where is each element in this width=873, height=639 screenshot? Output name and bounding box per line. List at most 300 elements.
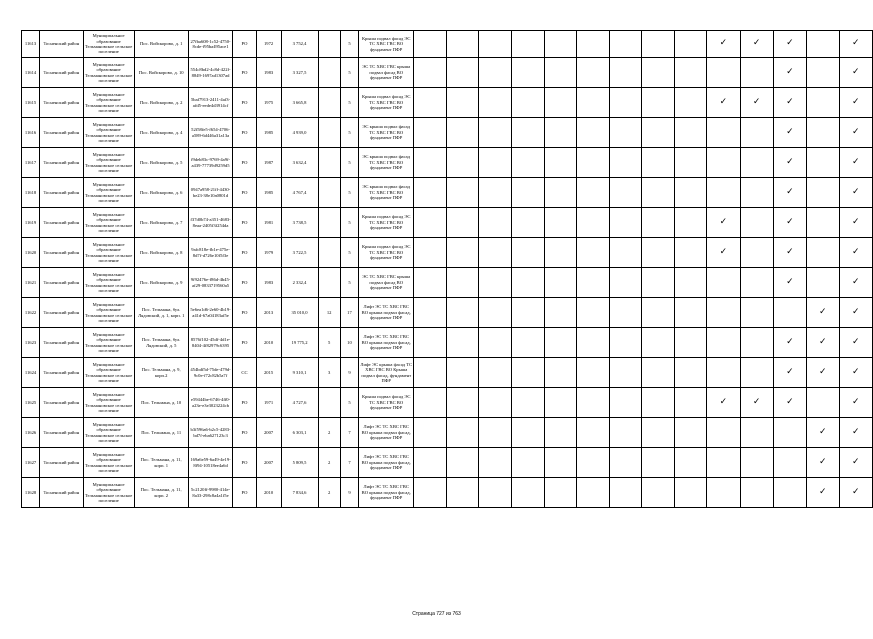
empty-cell xyxy=(707,358,740,388)
empty-cell xyxy=(511,328,544,358)
empty-cell xyxy=(577,208,610,238)
empty-cell xyxy=(544,88,577,118)
year-cell: 2013 xyxy=(256,298,281,328)
empty-cell xyxy=(609,178,642,208)
guid-cell: f9deb83c-9769-4a9f-a439-77739d9259d5 xyxy=(188,148,232,178)
empty-cell xyxy=(511,208,544,238)
empty-cell xyxy=(479,31,512,58)
table-row xyxy=(22,178,873,208)
district-cell: Тосненский район xyxy=(40,478,84,508)
type-cell: РО xyxy=(233,178,256,208)
check-mark-icon: ✓ xyxy=(839,478,872,508)
row-number: 11626 xyxy=(22,418,40,448)
floors-cell: 5 xyxy=(340,178,358,208)
empty-cell xyxy=(511,298,544,328)
type-cell: РО xyxy=(233,238,256,268)
row-number: 11617 xyxy=(22,148,40,178)
empty-cell xyxy=(609,148,642,178)
check-mark-icon: ✓ xyxy=(839,178,872,208)
empty-cell xyxy=(511,58,544,88)
area-cell: 19 775,2 xyxy=(281,328,318,358)
check-mark-icon: ✓ xyxy=(740,388,773,418)
year-cell: 1983 xyxy=(256,268,281,298)
empty-cell xyxy=(544,328,577,358)
empty-cell xyxy=(609,268,642,298)
check-mark-icon: ✓ xyxy=(773,268,806,298)
type-cell: РО xyxy=(233,418,256,448)
empty-cell xyxy=(609,388,642,418)
empty-cell xyxy=(479,478,512,508)
empty-cell xyxy=(642,118,675,148)
table-row xyxy=(22,358,873,388)
empty-cell xyxy=(577,118,610,148)
empty-cell xyxy=(674,31,707,58)
guid-cell: 5baf7913-2411-4af3-afd5-eede4d3914cf xyxy=(188,88,232,118)
area-cell: 3 722,5 xyxy=(281,238,318,268)
works-cell: Лифт ЭС ТС ХВС ГВС ВО крыша подвал фасад, фундамент ПФР xyxy=(359,448,414,478)
empty-cell xyxy=(511,31,544,58)
check-mark-icon: ✓ xyxy=(839,31,872,58)
address-cell: Пос. Тельмана, бул. Лядовский, д. 5 xyxy=(134,328,188,358)
municipality-cell: Муниципальное образование Тельмановское сельское поселение xyxy=(83,178,134,208)
year-cell: 2010 xyxy=(256,328,281,358)
empty-cell xyxy=(577,31,610,58)
district-cell: Тосненский район xyxy=(40,238,84,268)
works-cell: Лифт ЭС ТС ХВС ГВС ВО крыша подвал фасад, фундамент ПФР xyxy=(359,298,414,328)
count-cell xyxy=(318,238,340,268)
empty-cell xyxy=(479,148,512,178)
district-cell: Тосненский район xyxy=(40,88,84,118)
empty-cell xyxy=(479,88,512,118)
guid-cell: 454bdf5d-75de-479d-9c0e-f72c82b5a7f xyxy=(188,358,232,388)
count-cell: 5 xyxy=(318,328,340,358)
empty-cell xyxy=(511,148,544,178)
empty-cell xyxy=(446,238,479,268)
municipality-cell: Муниципальное образование Тельмановское сельское поселение xyxy=(83,31,134,58)
address-cell: Пос. Тельмана, д. 11 xyxy=(134,418,188,448)
empty-cell xyxy=(707,448,740,478)
empty-cell xyxy=(642,238,675,268)
works-cell: Лифт ЭС крыша фасад ТС ХВС ГВС ВО Крыша подвал фасад, фундамент ПФР xyxy=(359,358,414,388)
year-cell: 1985 xyxy=(256,178,281,208)
check-mark-icon: ✓ xyxy=(807,298,839,328)
address-cell: Пос. Войскорово, д. 10 xyxy=(134,58,188,88)
check-mark-icon: ✓ xyxy=(839,448,872,478)
empty-cell xyxy=(642,298,675,328)
empty-cell xyxy=(577,178,610,208)
empty-cell xyxy=(479,388,512,418)
count-cell: 2 xyxy=(318,448,340,478)
empty-cell xyxy=(707,58,740,88)
floors-cell: 5 xyxy=(340,268,358,298)
empty-cell xyxy=(414,31,447,58)
empty-cell xyxy=(479,418,512,448)
housing-table xyxy=(21,30,873,508)
address-cell: Пос. Войскорово, д. 1 xyxy=(134,31,188,58)
empty-cell xyxy=(544,298,577,328)
floors-cell: 5 xyxy=(340,148,358,178)
empty-cell xyxy=(544,388,577,418)
type-cell: РО xyxy=(233,58,256,88)
empty-cell xyxy=(740,298,773,328)
municipality-cell: Муниципальное образование Тельмановское сельское поселение xyxy=(83,88,134,118)
table-row xyxy=(22,328,873,358)
check-mark-icon: ✓ xyxy=(807,418,839,448)
check-mark-icon: ✓ xyxy=(773,178,806,208)
guid-cell: 9f92476e-f86d-4b45-af29-0833719560a5 xyxy=(188,268,232,298)
empty-cell xyxy=(577,448,610,478)
table-row xyxy=(22,448,873,478)
year-cell: 1987 xyxy=(256,148,281,178)
year-cell: 1975 xyxy=(256,88,281,118)
type-cell: РО xyxy=(233,328,256,358)
works-cell: Лифт ЭС ТС ХВС ГВС ВО крыша подвал фасад, фундамент ПФР xyxy=(359,478,414,508)
empty-cell xyxy=(773,418,806,448)
empty-cell xyxy=(674,238,707,268)
empty-cell xyxy=(609,118,642,148)
empty-cell xyxy=(740,328,773,358)
table-body xyxy=(22,31,873,508)
guid-cell: 554c8bd2-4c8d-422f-8849-1697ad1307ad xyxy=(188,58,232,88)
table-row xyxy=(22,388,873,418)
count-cell xyxy=(318,88,340,118)
works-cell: ЭС ТС ХВС ГВС крыша подвал фасад ВО фундамент ПФР xyxy=(359,58,414,88)
floors-cell: 5 xyxy=(340,238,358,268)
area-cell: 3 738,5 xyxy=(281,208,318,238)
type-cell: РО xyxy=(233,88,256,118)
empty-cell xyxy=(577,148,610,178)
empty-cell xyxy=(577,388,610,418)
check-mark-icon: ✓ xyxy=(773,358,806,388)
floors-cell: 5 xyxy=(340,208,358,238)
year-cell: 1981 xyxy=(256,208,281,238)
municipality-cell: Муниципальное образование Тельмановское сельское поселение xyxy=(83,328,134,358)
district-cell: Тосненский район xyxy=(40,388,84,418)
district-cell: Тосненский район xyxy=(40,178,84,208)
type-cell: РО xyxy=(233,31,256,58)
empty-cell xyxy=(414,208,447,238)
area-cell: 3 665,8 xyxy=(281,88,318,118)
district-cell: Тосненский район xyxy=(40,358,84,388)
guid-cell: 5c2120ff-9980-414e-8a33-298c8a4a1f5e xyxy=(188,478,232,508)
count-cell xyxy=(318,58,340,88)
empty-cell xyxy=(707,418,740,448)
empty-cell xyxy=(773,298,806,328)
empty-cell xyxy=(642,418,675,448)
empty-cell xyxy=(414,418,447,448)
empty-cell xyxy=(414,328,447,358)
check-mark-icon: ✓ xyxy=(707,208,740,238)
empty-cell xyxy=(642,148,675,178)
guid-cell: 169a6e59-6a49-4e19-8f94-10518ee4a6d xyxy=(188,448,232,478)
empty-cell xyxy=(807,208,839,238)
count-cell xyxy=(318,268,340,298)
row-number: 11621 xyxy=(22,268,40,298)
count-cell xyxy=(318,208,340,238)
works-cell: Крыша подвал фасад ЭС ТС ХВС ГВС ВО фундамент ПФР xyxy=(359,31,414,58)
municipality-cell: Муниципальное образование Тельмановское сельское поселение xyxy=(83,268,134,298)
district-cell: Тосненский район xyxy=(40,328,84,358)
row-number: 11618 xyxy=(22,178,40,208)
empty-cell xyxy=(740,418,773,448)
empty-cell xyxy=(609,478,642,508)
empty-cell xyxy=(740,178,773,208)
empty-cell xyxy=(740,238,773,268)
count-cell xyxy=(318,118,340,148)
empty-cell xyxy=(740,448,773,478)
empty-cell xyxy=(446,58,479,88)
check-mark-icon: ✓ xyxy=(773,58,806,88)
floors-cell: 5 xyxy=(340,88,358,118)
empty-cell xyxy=(446,478,479,508)
check-mark-icon: ✓ xyxy=(807,328,839,358)
empty-cell xyxy=(707,118,740,148)
count-cell: 12 xyxy=(318,298,340,328)
guid-cell: f37d0b74-a351-4683-8eaa-2405f3f254da xyxy=(188,208,232,238)
check-mark-icon: ✓ xyxy=(740,88,773,118)
table-row xyxy=(22,208,873,238)
count-cell xyxy=(318,178,340,208)
row-number: 11614 xyxy=(22,58,40,88)
empty-cell xyxy=(642,388,675,418)
empty-cell xyxy=(642,328,675,358)
count-cell: 3 xyxy=(318,358,340,388)
empty-cell xyxy=(740,208,773,238)
empty-cell xyxy=(479,208,512,238)
empty-cell xyxy=(609,298,642,328)
row-number: 11628 xyxy=(22,478,40,508)
empty-cell xyxy=(414,268,447,298)
empty-cell xyxy=(414,178,447,208)
table-row xyxy=(22,478,873,508)
table-row xyxy=(22,31,873,58)
empty-cell xyxy=(674,208,707,238)
row-number: 11619 xyxy=(22,208,40,238)
empty-cell xyxy=(544,358,577,388)
district-cell: Тосненский район xyxy=(40,268,84,298)
empty-cell xyxy=(511,478,544,508)
empty-cell xyxy=(642,358,675,388)
municipality-cell: Муниципальное образование Тельмановское сельское поселение xyxy=(83,358,134,388)
empty-cell xyxy=(707,178,740,208)
empty-cell xyxy=(642,178,675,208)
empty-cell xyxy=(511,88,544,118)
empty-cell xyxy=(511,358,544,388)
works-cell: Крыша подвал фасад ЭС ТС ХВС ГВС ВО фундамент ПФР xyxy=(359,238,414,268)
area-cell: 4 767,4 xyxy=(281,178,318,208)
empty-cell xyxy=(642,88,675,118)
type-cell: РО xyxy=(233,118,256,148)
empty-cell xyxy=(446,268,479,298)
empty-cell xyxy=(674,88,707,118)
guid-cell: e59444be-6746-4ff0-a23e-e3e3023224cb xyxy=(188,388,232,418)
empty-cell xyxy=(577,268,610,298)
empty-cell xyxy=(707,328,740,358)
empty-cell xyxy=(707,148,740,178)
table-row xyxy=(22,238,873,268)
check-mark-icon: ✓ xyxy=(839,118,872,148)
empty-cell xyxy=(544,178,577,208)
area-cell: 3 752,4 xyxy=(281,31,318,58)
year-cell: 1971 xyxy=(256,388,281,418)
empty-cell xyxy=(674,418,707,448)
check-mark-icon: ✓ xyxy=(807,448,839,478)
empty-cell xyxy=(740,118,773,148)
empty-cell xyxy=(446,448,479,478)
empty-cell xyxy=(674,178,707,208)
floors-cell: 7 xyxy=(340,448,358,478)
empty-cell xyxy=(577,358,610,388)
area-cell: 4 727,6 xyxy=(281,388,318,418)
empty-cell xyxy=(807,178,839,208)
empty-cell xyxy=(544,448,577,478)
guid-cell: 5e6ea1d6-2e60-4b19-a41d-67a04183af5e xyxy=(188,298,232,328)
check-mark-icon: ✓ xyxy=(773,238,806,268)
empty-cell xyxy=(609,58,642,88)
area-cell: 6 303,1 xyxy=(281,418,318,448)
address-cell: Пос. Войскорово, д. 9 xyxy=(134,268,188,298)
empty-cell xyxy=(511,268,544,298)
row-number: 11627 xyxy=(22,448,40,478)
check-mark-icon: ✓ xyxy=(773,148,806,178)
empty-cell xyxy=(674,148,707,178)
empty-cell xyxy=(544,31,577,58)
check-mark-icon: ✓ xyxy=(807,478,839,508)
empty-cell xyxy=(446,118,479,148)
works-cell: ЭС крыша подвал фасад ТС ХВС ГВС ВО фундамент ПФР xyxy=(359,118,414,148)
table-row xyxy=(22,118,873,148)
empty-cell xyxy=(740,268,773,298)
district-cell: Тосненский район xyxy=(40,208,84,238)
row-number: 11622 xyxy=(22,298,40,328)
district-cell: Тосненский район xyxy=(40,448,84,478)
count-cell: 2 xyxy=(318,478,340,508)
empty-cell xyxy=(577,58,610,88)
empty-cell xyxy=(544,478,577,508)
check-mark-icon: ✓ xyxy=(839,208,872,238)
empty-cell xyxy=(707,298,740,328)
year-cell: 1985 xyxy=(256,118,281,148)
empty-cell xyxy=(807,88,839,118)
municipality-cell: Муниципальное образование Тельмановское сельское поселение xyxy=(83,418,134,448)
district-cell: Тосненский район xyxy=(40,31,84,58)
row-number: 11615 xyxy=(22,88,40,118)
empty-cell xyxy=(544,268,577,298)
municipality-cell: Муниципальное образование Тельмановское сельское поселение xyxy=(83,58,134,88)
empty-cell xyxy=(414,118,447,148)
empty-cell xyxy=(479,238,512,268)
floors-cell: 5 xyxy=(340,388,358,418)
floors-cell: 9 xyxy=(340,358,358,388)
type-cell: РО xyxy=(233,148,256,178)
check-mark-icon: ✓ xyxy=(707,238,740,268)
table-row xyxy=(22,88,873,118)
count-cell: 2 xyxy=(318,418,340,448)
guid-cell: 0947a958-21ff-4430-be23-38e10a0801d xyxy=(188,178,232,208)
empty-cell xyxy=(479,328,512,358)
check-mark-icon: ✓ xyxy=(707,88,740,118)
empty-cell xyxy=(642,208,675,238)
empty-cell xyxy=(479,118,512,148)
empty-cell xyxy=(642,268,675,298)
empty-cell xyxy=(807,31,839,58)
empty-cell xyxy=(577,298,610,328)
empty-cell xyxy=(414,358,447,388)
row-number: 11623 xyxy=(22,328,40,358)
type-cell: РО xyxy=(233,298,256,328)
empty-cell xyxy=(577,478,610,508)
district-cell: Тосненский район xyxy=(40,298,84,328)
district-cell: Тосненский район xyxy=(40,118,84,148)
municipality-cell: Муниципальное образование Тельмановское сельское поселение xyxy=(83,208,134,238)
count-cell xyxy=(318,388,340,418)
empty-cell xyxy=(544,418,577,448)
empty-cell xyxy=(674,298,707,328)
type-cell: РО xyxy=(233,268,256,298)
address-cell: Пос. Тельмана, д. 11, корп. 1 xyxy=(134,448,188,478)
works-cell: Лифт ЭС ТС ХВС ГВС ВО крыша подвал фасад, фундамент ПФР xyxy=(359,328,414,358)
empty-cell xyxy=(773,478,806,508)
check-mark-icon: ✓ xyxy=(839,328,872,358)
floors-cell: 17 xyxy=(340,298,358,328)
empty-cell xyxy=(609,418,642,448)
empty-cell xyxy=(609,238,642,268)
address-cell: Пос. Войскорово, д. 4 xyxy=(134,118,188,148)
check-mark-icon: ✓ xyxy=(839,358,872,388)
year-cell: 2007 xyxy=(256,418,281,448)
address-cell: Пос. Войскорово, д. 5 xyxy=(134,148,188,178)
empty-cell xyxy=(609,358,642,388)
guid-cell: 27fba608-1c52-4750-8cde-f95ba495ace1 xyxy=(188,31,232,58)
empty-cell xyxy=(479,358,512,388)
check-mark-icon: ✓ xyxy=(707,31,740,58)
empty-cell xyxy=(414,298,447,328)
empty-cell xyxy=(446,418,479,448)
check-mark-icon: ✓ xyxy=(839,238,872,268)
empty-cell xyxy=(577,88,610,118)
count-cell xyxy=(318,31,340,58)
empty-cell xyxy=(674,268,707,298)
floors-cell: 10 xyxy=(340,328,358,358)
municipality-cell: Муниципальное образование Тельмановское сельское поселение xyxy=(83,238,134,268)
empty-cell xyxy=(642,58,675,88)
empty-cell xyxy=(773,448,806,478)
check-mark-icon: ✓ xyxy=(773,118,806,148)
type-cell: СС xyxy=(233,358,256,388)
empty-cell xyxy=(609,448,642,478)
empty-cell xyxy=(577,418,610,448)
year-cell: 2007 xyxy=(256,448,281,478)
district-cell: Тосненский район xyxy=(40,58,84,88)
table-row xyxy=(22,148,873,178)
table-row xyxy=(22,418,873,448)
year-cell: 2010 xyxy=(256,478,281,508)
empty-cell xyxy=(544,118,577,148)
empty-cell xyxy=(807,388,839,418)
empty-cell xyxy=(740,478,773,508)
municipality-cell: Муниципальное образование Тельмановское сельское поселение xyxy=(83,298,134,328)
count-cell xyxy=(318,148,340,178)
row-number: 11624 xyxy=(22,358,40,388)
type-cell: РО xyxy=(233,208,256,238)
empty-cell xyxy=(479,448,512,478)
area-cell: 7 834,6 xyxy=(281,478,318,508)
year-cell: 1983 xyxy=(256,58,281,88)
floors-cell: 5 xyxy=(340,31,358,58)
empty-cell xyxy=(609,31,642,58)
empty-cell xyxy=(479,268,512,298)
check-mark-icon: ✓ xyxy=(807,358,839,388)
